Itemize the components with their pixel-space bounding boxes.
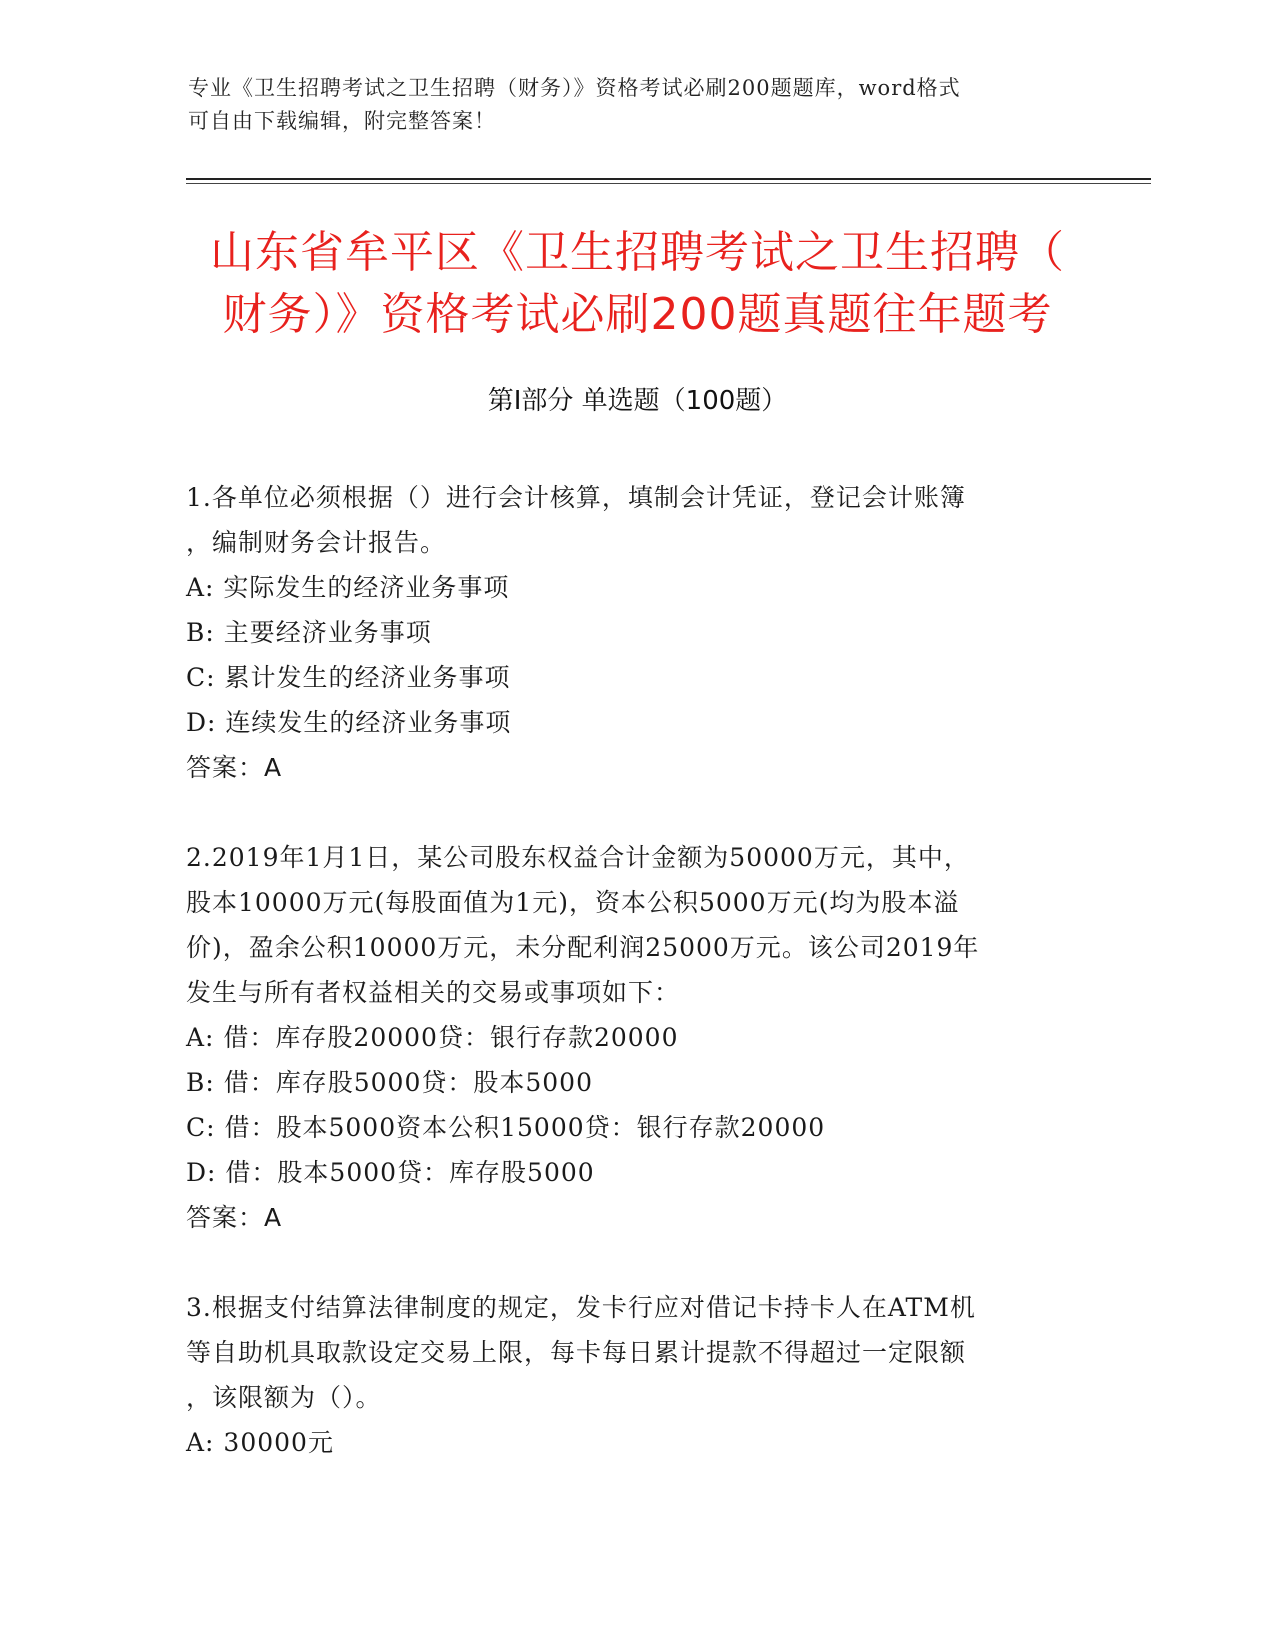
question-stem: 2.2019年1月1日，某公司股东权益合计金额为50000万元，其中， bbox=[186, 843, 970, 872]
option-c: C: 累计发生的经济业务事项 bbox=[186, 663, 511, 692]
header-note-line: 可自由下载编辑，附完整答案！ bbox=[188, 109, 496, 133]
question-stem: 3.根据支付结算法律制度的规定，发卡行应对借记卡持卡人在ATM机 bbox=[186, 1293, 976, 1322]
header-divider bbox=[186, 178, 1151, 180]
question-item bbox=[186, 475, 1066, 790]
document-title bbox=[150, 222, 1125, 346]
question-stem: ，该限额为（）。 bbox=[186, 1383, 382, 1412]
header-note bbox=[188, 72, 1068, 138]
question-stem: 1.各单位必须根据（）进行会计核算，填制会计凭证，登记会计账簿 bbox=[186, 483, 966, 512]
title-line: 山东省牟平区《卫生招聘考试之卫生招聘（ bbox=[210, 227, 1065, 278]
option-d: D: 借：股本5000贷：库存股5000 bbox=[186, 1158, 595, 1187]
header-divider-thin bbox=[186, 183, 1151, 184]
question-stem: 价)，盈余公积10000万元，未分配利润25000万元。该公司2019年 bbox=[186, 933, 980, 962]
option-d: D: 连续发生的经济业务事项 bbox=[186, 708, 512, 737]
question-list bbox=[186, 475, 1066, 1510]
option-a: A: 借：库存股20000贷：银行存款20000 bbox=[186, 1023, 679, 1052]
question-stem: 等自助机具取款设定交易上限，每卡每日累计提款不得超过一定限额 bbox=[186, 1338, 967, 1367]
question-item bbox=[186, 835, 1066, 1240]
question-stem: ，编制财务会计报告。 bbox=[186, 528, 447, 557]
section-heading: 第I部分 单选题（100题） bbox=[487, 386, 788, 416]
question-item bbox=[186, 1285, 1066, 1465]
option-b: B: 主要经济业务事项 bbox=[186, 618, 432, 647]
option-a: A: 实际发生的经济业务事项 bbox=[186, 573, 510, 602]
option-a: A: 30000元 bbox=[186, 1428, 334, 1457]
answer-label: 答案：A bbox=[186, 1203, 283, 1232]
answer-label: 答案：A bbox=[186, 753, 283, 782]
title-line: 财务）》资格考试必刷200题真题往年题考 bbox=[222, 289, 1053, 340]
header-note-line: 专业《卫生招聘考试之卫生招聘（财务）》资格考试必刷200题题库，word格式 bbox=[188, 76, 961, 100]
question-stem: 股本10000万元(每股面值为1元)，资本公积5000万元(均为股本溢 bbox=[186, 888, 960, 917]
option-c: C: 借：股本5000资本公积15000贷：银行存款20000 bbox=[186, 1113, 826, 1142]
question-stem: 发生与所有者权益相关的交易或事项如下： bbox=[186, 978, 681, 1007]
option-b: B: 借：库存股5000贷：股本5000 bbox=[186, 1068, 593, 1097]
